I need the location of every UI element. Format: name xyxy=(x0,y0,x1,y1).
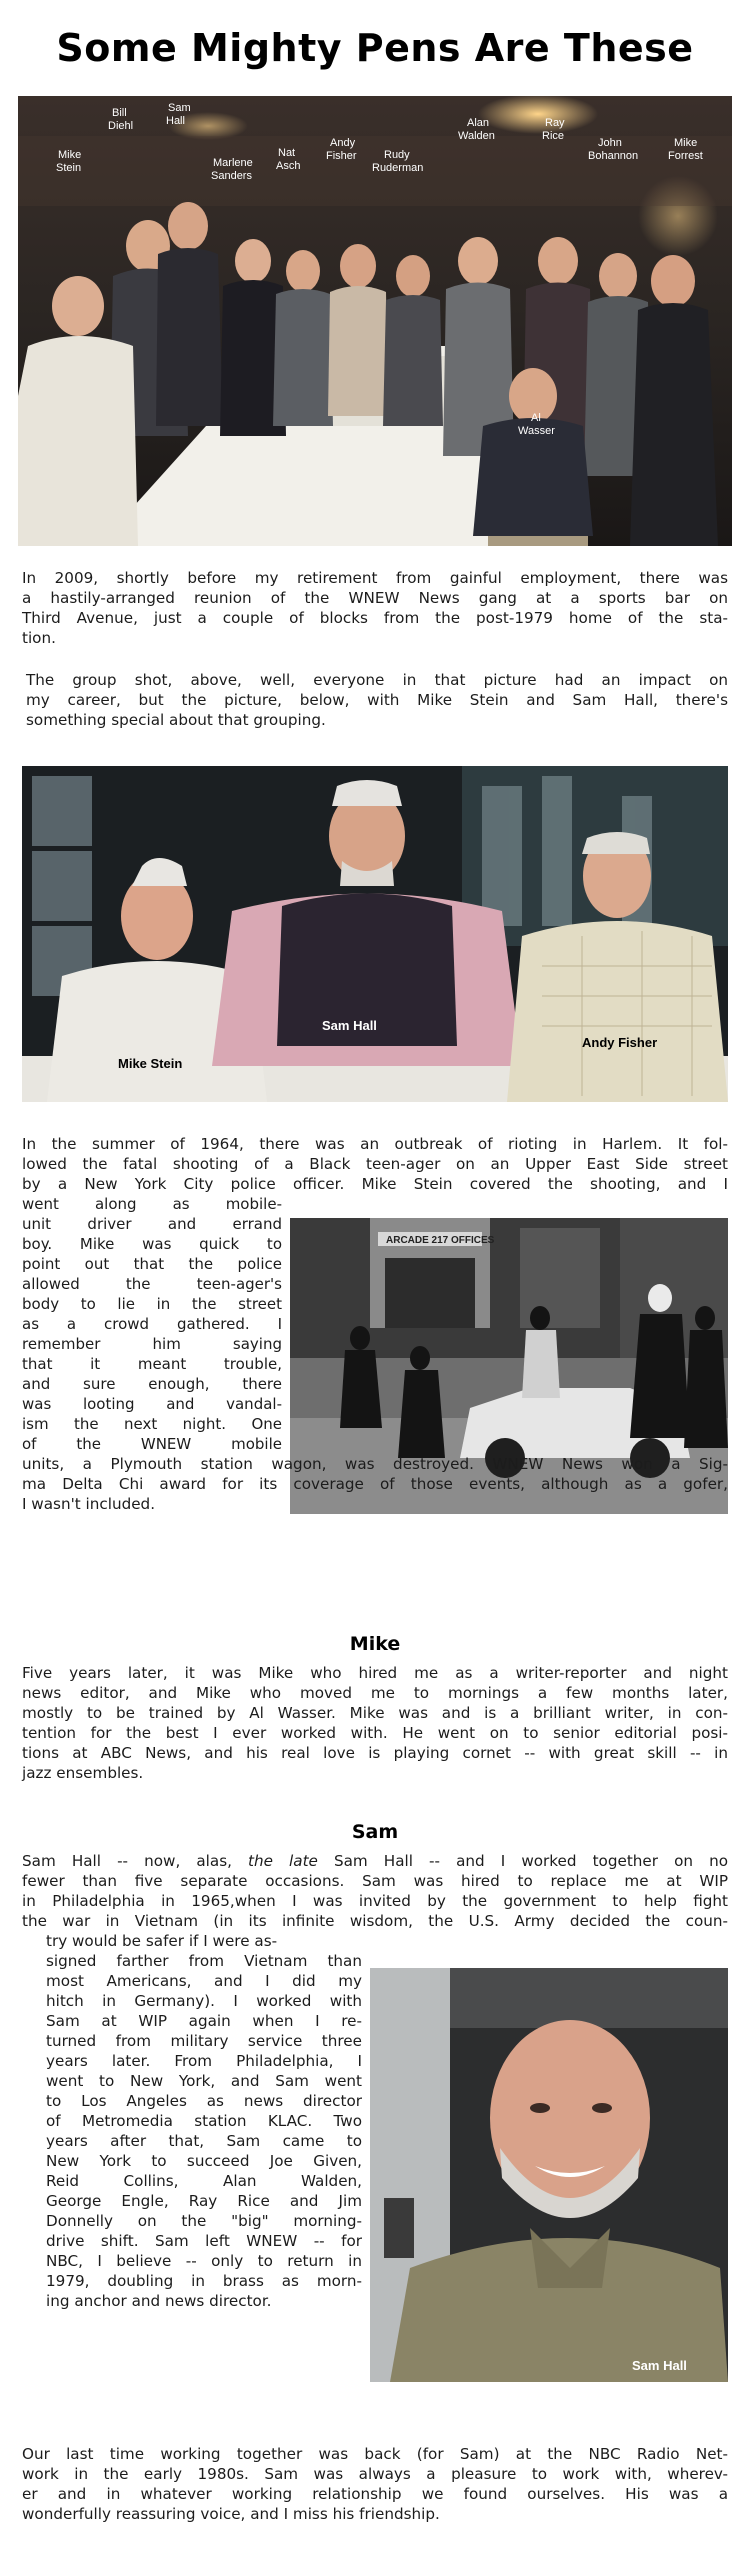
harlem-paragraph-top xyxy=(22,1134,728,1194)
harlem-paragraph-bottom xyxy=(22,1454,728,1514)
photo-label: Mike Forrest xyxy=(668,137,703,162)
text-line: In 2009, shortly before my retirement from gainful employment, there was xyxy=(22,569,728,587)
text-line: NBC, I believe -- only to return in xyxy=(46,2252,362,2270)
intro-paragraph-1 xyxy=(22,568,728,648)
sam-hall-portrait xyxy=(370,1968,728,2382)
text-line: units, a Plymouth station wagon, was destroyed. WNEW News won a Sig- xyxy=(22,1455,728,1473)
text-line: allowed the teen-ager's xyxy=(22,1275,282,1293)
text-line: went to New York, and Sam went xyxy=(46,2072,362,2090)
text-line: 1979, doubling in brass as morn- xyxy=(46,2272,362,2290)
text-line: I wasn't included. xyxy=(22,1495,156,1513)
text-line: went along as mobile- xyxy=(22,1195,282,1213)
text-line: body to lie in the street xyxy=(22,1295,282,1313)
text-line: ma Delta Chi award for its coverage of those events, although as a gofer, xyxy=(22,1475,728,1493)
text-line: most Americans, and I did my xyxy=(46,1972,362,1990)
text-line: news editor, and Mike who moved me to mornings a few months later, xyxy=(22,1684,728,1702)
sam-hall-portrait-image xyxy=(370,1968,728,2382)
text-italic: the late xyxy=(248,1852,318,1870)
text-line: lowed the fatal shooting of a Black teen-ager on an Upper East Side street xyxy=(22,1155,728,1173)
text-line: something special about that grouping. xyxy=(26,711,326,729)
text-line: tions at ABC News, and his real love is playing cornet -- with great skill -- in xyxy=(22,1744,728,1762)
text-line: drive shift. Sam left WNEW -- for xyxy=(46,2232,362,2250)
storefront-sign: ARCADE 217 OFFICES xyxy=(386,1235,495,1246)
trio-photo-image xyxy=(22,766,728,1102)
text-line: was looting and vandal- xyxy=(22,1395,282,1413)
text-line: Five years later, it was Mike who hired me as a writer-reporter and night xyxy=(22,1664,728,1682)
trio-caption-mike-stein: Mike Stein xyxy=(118,1056,183,1071)
photo-label: Rudy Ruderman xyxy=(372,149,424,174)
intro-paragraph-2 xyxy=(26,670,728,730)
text-line: wonderfully reassuring voice, and I miss his friendship. xyxy=(22,2505,440,2523)
text-line: Reid Collins, Alan Walden, xyxy=(46,2172,362,2190)
text-fragment: Sam Hall -- and I worked together on no xyxy=(317,1852,729,1870)
text-line: unit driver and errand xyxy=(22,1215,282,1233)
text-line: as a crowd gathered. I xyxy=(22,1315,282,1333)
text-line: tention for the best I ever worked with. He went on to senior editorial posi- xyxy=(22,1724,728,1742)
text-fragment: Sam Hall -- now, alas, xyxy=(22,1852,249,1870)
text-line: in Philadelphia in 1965,when I was invited by the government to help fight xyxy=(22,1892,728,1910)
trio-photo xyxy=(22,766,728,1102)
text-line: Third Avenue, just a couple of blocks from the post-1979 home of the sta- xyxy=(22,609,728,627)
text-line: Our last time working together was back (for Sam) at the NBC Radio Net- xyxy=(22,2445,728,2463)
text-line: my career, but the picture, below, with Mike Stein and Sam Hall, there's xyxy=(26,691,728,709)
text-line: boy. Mike was quick to xyxy=(22,1235,282,1253)
text-line: turned from military service three xyxy=(46,2032,362,2050)
text-line xyxy=(22,1851,728,1871)
text-line: of the WNEW mobile xyxy=(22,1435,282,1453)
text-line: point out that the police xyxy=(22,1255,282,1273)
text-line: tion. xyxy=(22,629,56,647)
section-heading-sam: Sam xyxy=(351,1821,399,1843)
text-line: to Los Angeles as news director xyxy=(46,2092,362,2110)
text-line: of Metromedia station KLAC. Two xyxy=(46,2112,362,2130)
text-line: jazz ensembles. xyxy=(22,1764,144,1782)
photo-label: Marlene Sanders xyxy=(211,157,253,182)
photo-label: Ray Rice xyxy=(542,117,565,142)
text-line: mostly to be trained by Al Wasser. Mike was and is a brilliant writer, in con- xyxy=(22,1704,728,1722)
text-line: and sure enough, there xyxy=(22,1375,282,1393)
group-photo-image xyxy=(18,96,732,546)
text-line: by a New York City police officer. Mike Stein covered the shooting, and I xyxy=(22,1175,728,1193)
text-line: years after that, Sam came to xyxy=(46,2132,362,2150)
photo-label: Al Wasser xyxy=(518,412,555,437)
section-heading-mike: Mike xyxy=(349,1633,401,1655)
text-line: New York to succeed Joe Given, xyxy=(46,2152,362,2170)
text-line: that it meant trouble, xyxy=(22,1355,282,1373)
photo-label: Andy Fisher xyxy=(326,137,357,162)
text-line: remember him saying xyxy=(22,1335,282,1353)
text-line: Donnelly on the "big" morning- xyxy=(46,2212,362,2230)
text-line: ing anchor and news director. xyxy=(46,2292,272,2310)
sam-paragraph-indent xyxy=(46,1931,362,1951)
photo-label: Mike Stein xyxy=(56,149,82,174)
photo-label: Bill Diehl xyxy=(108,107,134,132)
photo-label: Alan Walden xyxy=(458,117,495,142)
photo-label: John Bohannon xyxy=(588,137,639,162)
trio-caption-andy-fisher: Andy Fisher xyxy=(582,1035,658,1050)
group-photo xyxy=(18,96,732,546)
text-line: George Engle, Ray Rice and Jim xyxy=(46,2192,362,2210)
portrait-caption: Sam Hall xyxy=(632,2358,687,2373)
text-line: In the summer of 1964, there was an outbreak of rioting in Harlem. It fol- xyxy=(22,1135,728,1153)
sam-paragraph-narrow xyxy=(46,1951,362,2311)
text-line: Sam at WIP again when I re- xyxy=(46,2012,362,2030)
text-line: er and in whatever working relationship we found ourselves. His was a xyxy=(22,2485,728,2503)
sam-paragraph-top xyxy=(22,1851,728,1931)
text-line: try would be safer if I were as- xyxy=(46,1932,278,1950)
text-line: a hastily-arranged reunion of the WNEW News gang at a sports bar on xyxy=(22,589,728,607)
text-line: the war in Vietnam (in its infinite wisdom, the U.S. Army decided the coun- xyxy=(22,1912,728,1930)
text-line: signed farther from Vietnam than xyxy=(46,1952,362,1970)
text-line: years later. From Philadelphia, I xyxy=(46,2052,362,2070)
mike-paragraph xyxy=(22,1663,728,1783)
harlem-paragraph-narrow xyxy=(22,1194,282,1454)
text-line: work in the early 1980s. Sam was always a pleasure to work with, wherev- xyxy=(22,2465,728,2483)
text-line: fewer than five separate occasions. Sam was hired to replace me at WIP xyxy=(22,1872,728,1890)
trio-caption-sam-hall: Sam Hall xyxy=(322,1018,377,1033)
photo-label: Nat Asch xyxy=(276,147,301,172)
text-line: ism the next night. One xyxy=(22,1415,282,1433)
photo-label: Sam Hall xyxy=(166,102,191,127)
closing-paragraph xyxy=(22,2444,728,2524)
page-title: Some Mighty Pens Are These xyxy=(56,26,694,70)
text-line: hitch in Germany). I worked with xyxy=(46,1992,362,2010)
text-line: The group shot, above, well, everyone in that picture had an impact on xyxy=(26,671,728,689)
